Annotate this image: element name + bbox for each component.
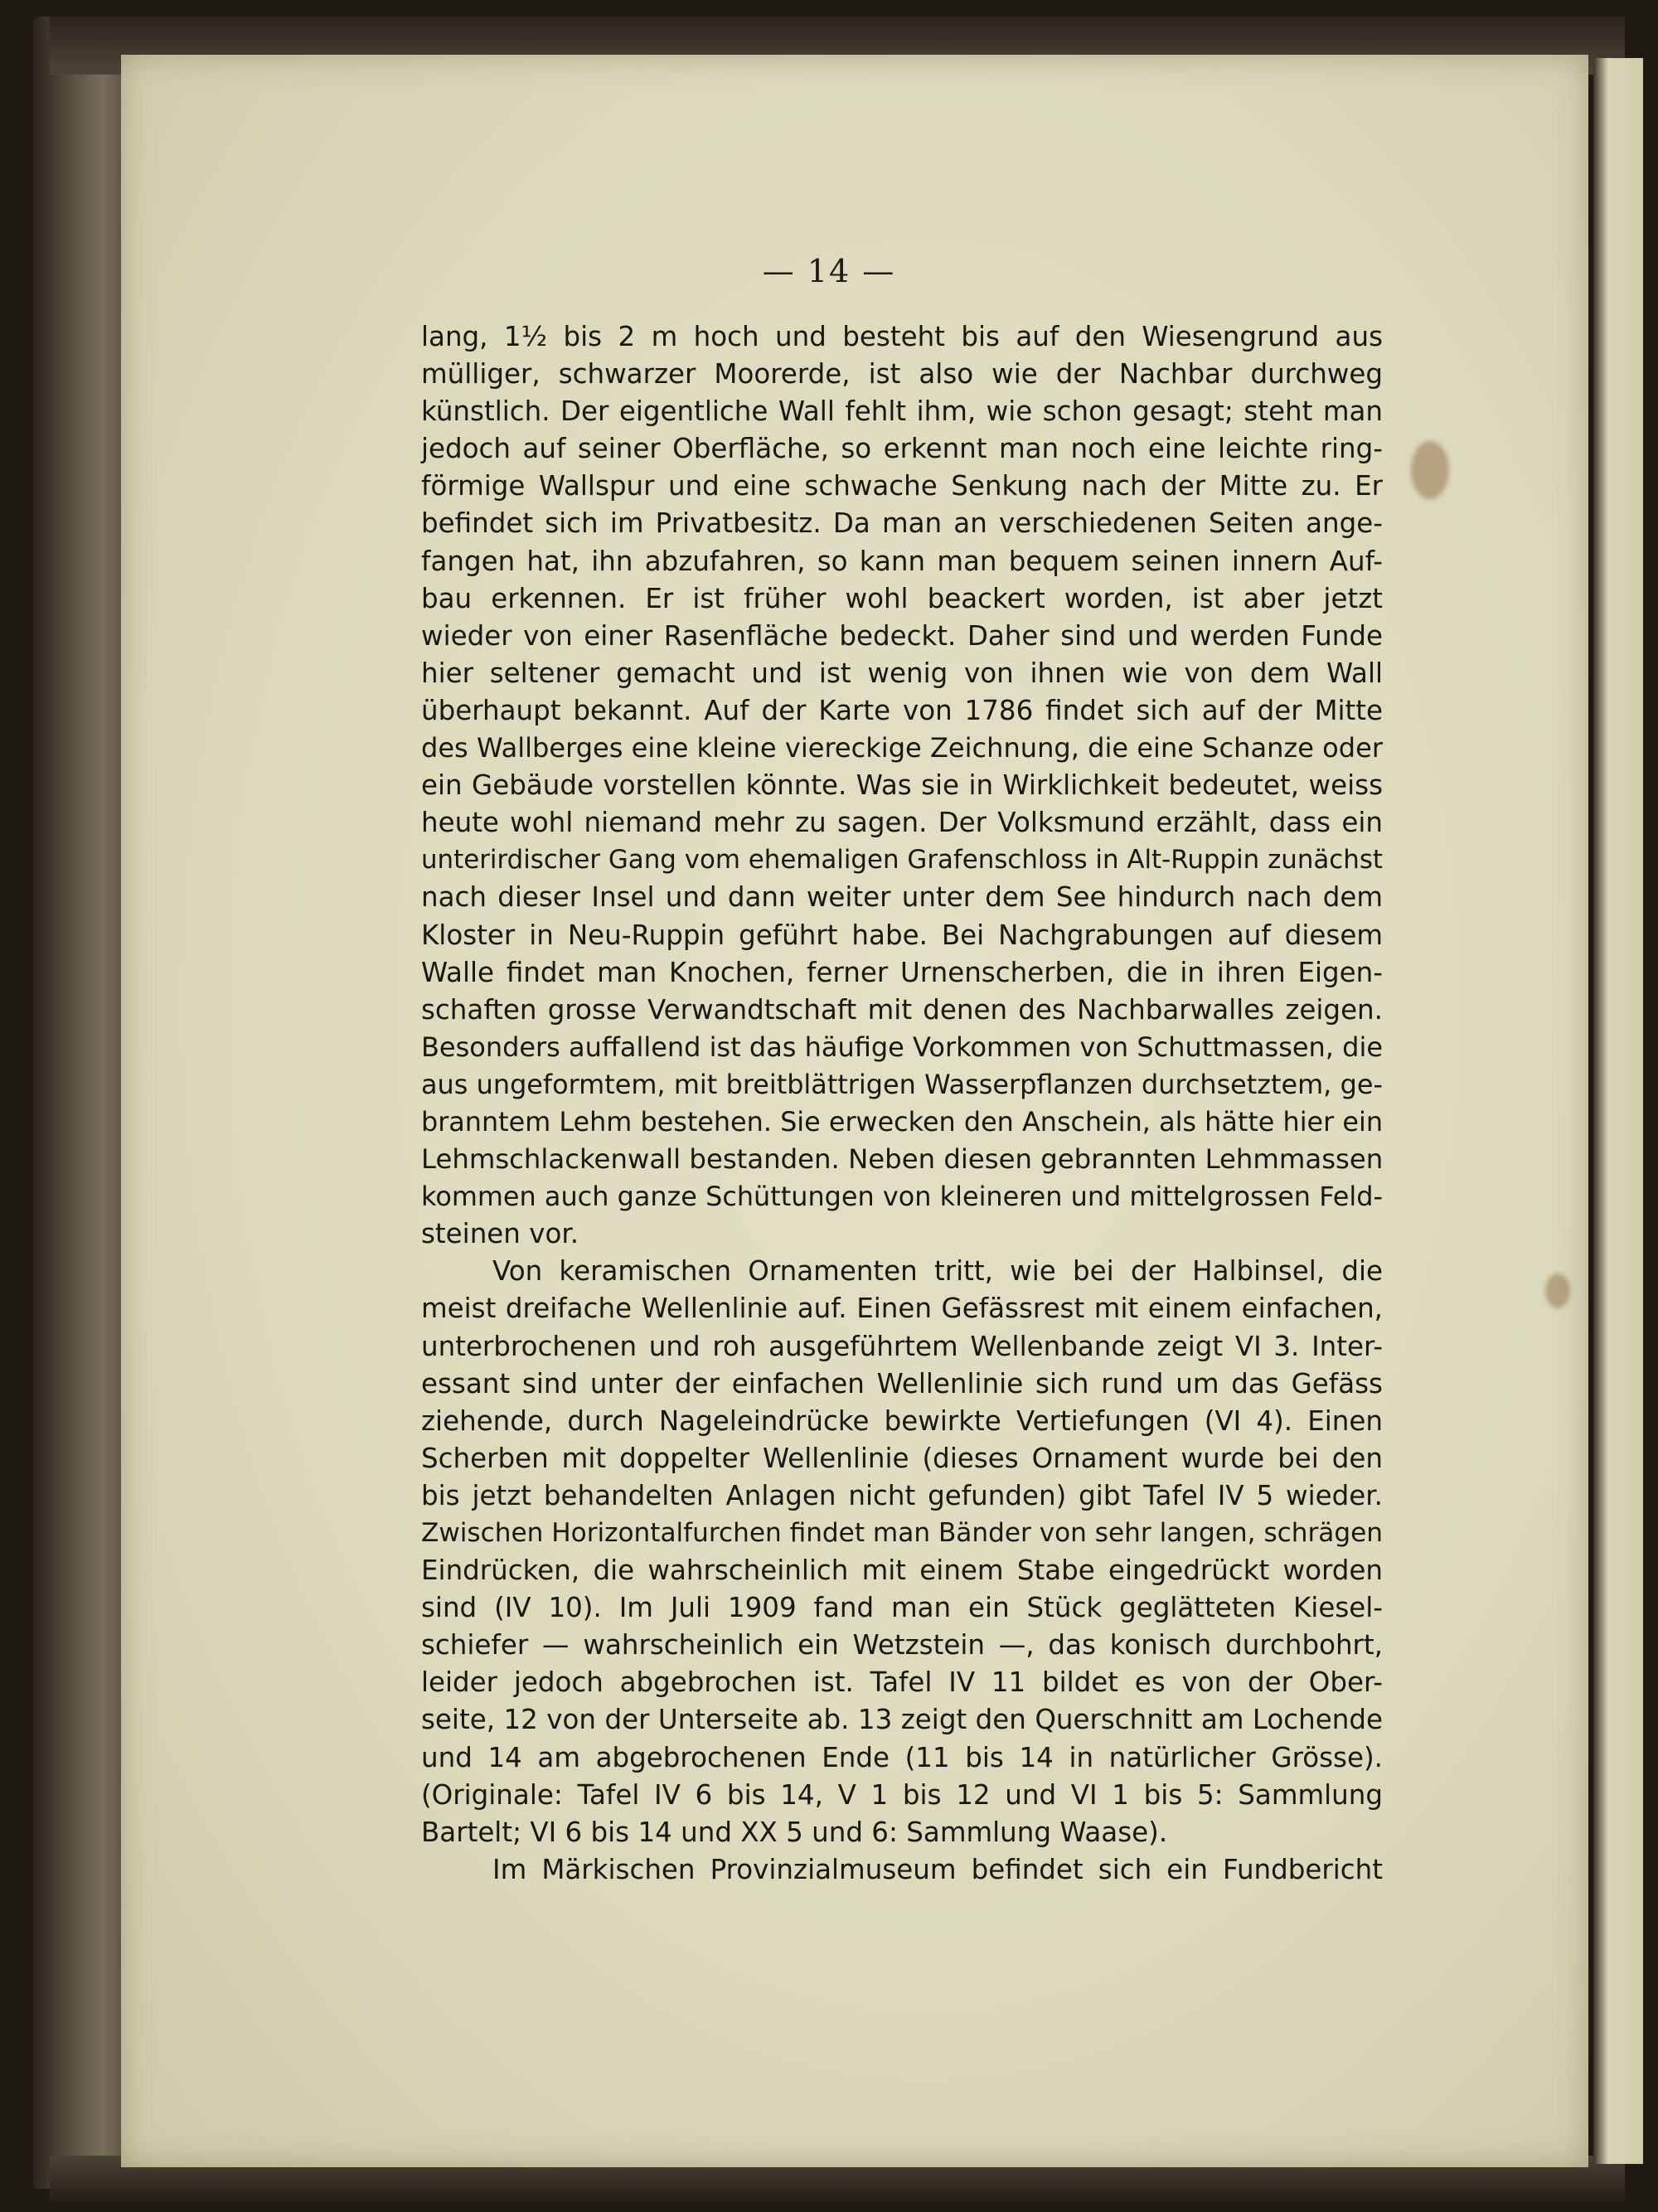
text-line: und 14 am abgebrochenen Ende (11 bis 14 in natürlicher Grösse). — [421, 1741, 1383, 1773]
text-line: Im Märkischen Provinzialmuseum befindet sich ein Fundbericht — [492, 1853, 1383, 1885]
body-text — [421, 318, 1383, 1889]
text-line: künstlich. Der eigentliche Wall fehlt ihm, wie schon gesagt; steht man — [421, 395, 1383, 428]
text-line: überhaupt bekannt. Auf der Karte von 1786 findet sich auf der Mitte — [421, 694, 1383, 726]
text-line: unterirdischer Gang vom ehemaligen Grafenschloss in Alt-Ruppin zunächst — [421, 845, 1383, 876]
text-line: Von keramischen Ornamenten tritt, wie bei der Halbinsel, die — [492, 1255, 1383, 1288]
text-line: Bartelt; VI 6 bis 14 und XX 5 und 6: Sammlung Waase). — [421, 1816, 1168, 1848]
text-line: (Originale: Tafel IV 6 bis 14, V 1 bis 12 und VI 1 bis 5: Sammlung — [421, 1778, 1383, 1811]
text-line: leider jedoch abgebrochen ist. Tafel IV 11 bildet es von der Ober- — [421, 1666, 1383, 1699]
text-line: ein Gebäude vorstellen könnte. Was sie in Wirklichkeit bedeutet, weiss — [421, 769, 1383, 802]
page-number: — 14 — — [762, 253, 896, 289]
text-line: wieder von einer Rasenfläche bedeckt. Daher sind und werden Funde — [421, 619, 1383, 652]
text-line: bis jetzt behandelten Anlagen nicht gefunden) gibt Tafel IV 5 wieder. — [421, 1479, 1383, 1511]
text-line: Zwischen Horizontalfurchen findet man Bänder von sehr langen, schrägen — [421, 1518, 1383, 1548]
text-line: schaften grosse Verwandtschaft mit denen des Nachbarwalles zeigen. — [421, 993, 1383, 1026]
text-line: Kloster in Neu-Ruppin geführt habe. Bei Nachgrabungen auf diesem — [421, 919, 1383, 951]
text-line: meist dreifache Wellenlinie auf. Einen Gefässrest mit einem einfachen, — [421, 1293, 1383, 1325]
text-line: nach dieser Insel und dann weiter unter dem See hindurch nach dem — [421, 881, 1383, 914]
text-line: kommen auch ganze Schüttungen von kleineren und mittelgrossen Feld- — [421, 1181, 1383, 1213]
text-line: bau erkennen. Er ist früher wohl beackert worden, ist aber jetzt — [421, 582, 1383, 614]
text-line: Lehmschlackenwall bestanden. Neben diesen gebrannten Lehmmassen — [421, 1143, 1384, 1176]
text-line: Eindrücken, die wahrscheinlich mit einem Stabe eingedrückt worden — [421, 1555, 1383, 1587]
text-line: unterbrochenen und roh ausgeführtem Wellenbande zeigt VI 3. Inter- — [421, 1330, 1383, 1362]
text-line: lang, 1½ bis 2 m hoch und besteht bis auf den Wiesengrund aus — [421, 321, 1383, 352]
text-line: befindet sich im Privatbesitz. Da man an verschiedenen Seiten ange- — [421, 507, 1383, 540]
paper-stain — [1411, 441, 1449, 499]
adjacent-page-edge — [1593, 58, 1643, 2164]
text-line: fangen hat, ihn abzufahren, so kann man bequem seinen innern Auf- — [421, 545, 1383, 577]
text-line: Walle findet man Knochen, ferner Urnenscherben, die in ihren Eigen- — [421, 956, 1383, 988]
paper-stain — [1545, 1273, 1570, 1308]
text-line: sind (IV 10). Im Juli 1909 fand man ein Stück geglätteten Kiesel- — [421, 1592, 1383, 1624]
text-line: schiefer — wahrscheinlich ein Wetzstein —, das konisch durchbohrt, — [421, 1629, 1383, 1661]
text-line: heute wohl niemand mehr zu sagen. Der Volksmund erzählt, dass ein — [421, 807, 1383, 839]
text-line: jedoch auf seiner Oberfläche, so erkennt man noch eine leichte ring- — [421, 433, 1383, 465]
text-line: des Wallberges eine kleine viereckige Zeichnung, die eine Schanze oder — [421, 732, 1383, 764]
text-line: seite, 12 von der Unterseite ab. 13 zeigt den Querschnitt am Lochende — [421, 1704, 1383, 1736]
text-line: hier seltener gemacht und ist wenig von ihnen wie von dem Wall — [421, 657, 1383, 689]
text-line: steinen vor. — [421, 1218, 579, 1250]
text-line: mülliger, schwarzer Moorerde, ist also wie der Nachbar durchweg — [421, 358, 1383, 390]
text-line: Besonders auffallend ist das häufige Vorkommen von Schuttmassen, die — [421, 1031, 1383, 1063]
text-line: förmige Wallspur und eine schwache Senkung nach der Mitte zu. Er — [421, 470, 1383, 502]
text-line: ziehende, durch Nageleindrücke bewirkte Vertiefungen (VI 4). Einen — [421, 1404, 1383, 1437]
text-line: aus ungeformtem, mit breitblättrigen Wasserpflanzen durchsetztem, ge- — [421, 1068, 1383, 1100]
text-line: Scherben mit doppelter Wellenlinie (dieses Ornament wurde bei den — [421, 1442, 1383, 1474]
text-line: essant sind unter der einfachen Wellenlinie sich rund um das Gefäss — [421, 1367, 1383, 1399]
text-line: branntem Lehm bestehen. Sie erwecken den Anschein, als hätte hier ein — [421, 1105, 1383, 1138]
